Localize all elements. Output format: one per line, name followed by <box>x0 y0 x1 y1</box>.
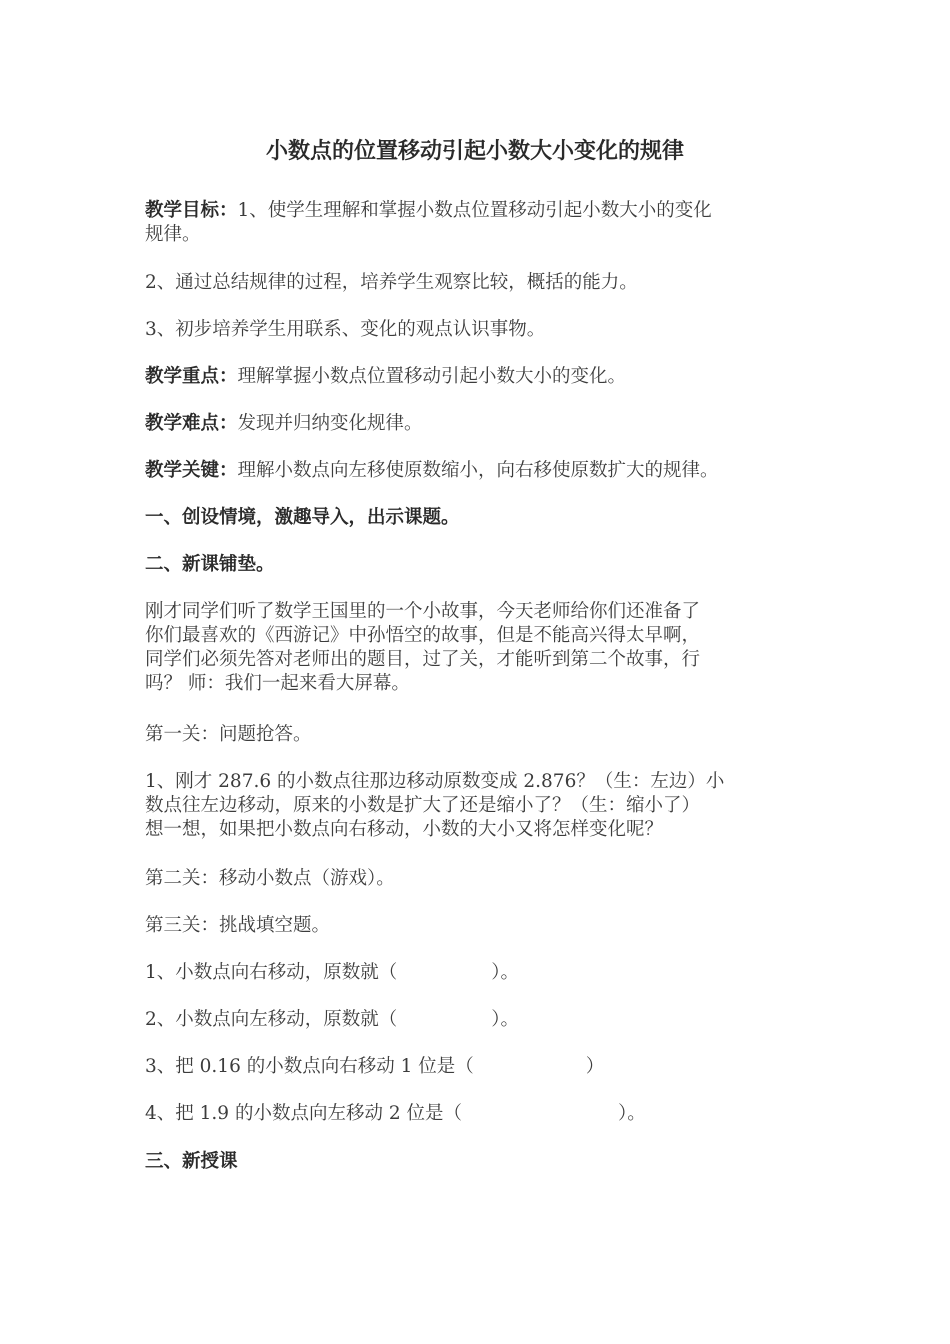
level-1-heading: 第一关：问题抢答。 <box>145 724 312 745</box>
objective-3: 3、初步培养学生用联系、变化的观点认识事物。 <box>145 319 546 340</box>
difficulty-paragraph <box>145 412 805 436</box>
objective-2: 2、通过总结规律的过程，培养学生观察比较，概括的能力。 <box>145 272 638 293</box>
fill-blank-item <box>145 961 805 985</box>
section-heading-3: 三、新授课 <box>145 1151 238 1172</box>
key-point-label: 教学重点： <box>145 366 238 387</box>
fill-blank-close: ） <box>585 1056 605 1077</box>
question-line: 想一想，如果把小数点向右移动，小数的大小又将怎样变化呢？ <box>145 819 664 840</box>
question-line: 1、刚才 287.6 的小数点往那边移动原数变成 2.876？（生：左边）小 <box>145 771 725 792</box>
question-1-paragraph <box>145 770 805 842</box>
level-2-heading: 第二关：移动小数点（游戏）。 <box>145 868 395 889</box>
crux-label: 教学关键： <box>145 460 238 481</box>
objective-line-1 <box>145 199 805 223</box>
fill-blank-item <box>145 1008 805 1032</box>
key-point-text: 理解掌握小数点位置移动引起小数大小的变化。 <box>237 366 627 387</box>
question-line: 数点往左边移动，原来的小数是扩大了还是缩小了？（生：缩小了） <box>145 795 701 816</box>
key-point-paragraph <box>145 365 805 389</box>
section-heading-1: 一、创设情境，激趣导入，出示课题。 <box>145 507 460 528</box>
fill-blank-item <box>145 1055 805 1079</box>
objective-label: 教学目标： <box>145 200 238 221</box>
objective-paragraph <box>145 199 805 247</box>
objective-text-2: 规律。 <box>145 224 201 245</box>
story-paragraph <box>145 600 805 696</box>
document-title: 小数点的位置移动引起小数大小变化的规律 <box>265 138 684 164</box>
difficulty-text: 发现并归纳变化规律。 <box>237 413 423 434</box>
crux-text: 理解小数点向左移使原数缩小，向右移使原数扩大的规律。 <box>237 460 719 481</box>
fill-blank-close: ）。 <box>491 1009 520 1030</box>
fill-blank-prompt: 1、小数点向右移动，原数就（ <box>145 962 398 983</box>
objective-text-1: 1、使学生理解和掌握小数点位置移动引起小数大小的变化 <box>237 200 712 221</box>
story-line: 刚才同学们听了数学王国里的一个小故事，今天老师给你们还准备了 <box>145 601 701 622</box>
story-line: 你们最喜欢的《西游记》中孙悟空的故事，但是不能高兴得太早啊， <box>145 625 701 646</box>
level-3-heading: 第三关：挑战填空题。 <box>145 915 331 936</box>
difficulty-label: 教学难点： <box>145 413 238 434</box>
fill-blank-item <box>145 1102 805 1126</box>
crux-paragraph <box>145 459 805 483</box>
fill-blank-prompt: 3、把 0.16 的小数点向右移动 1 位是（ <box>145 1056 474 1077</box>
section-heading-2: 二、新课铺垫。 <box>145 554 275 575</box>
fill-blank-close: ）。 <box>491 962 520 983</box>
fill-blank-prompt: 2、小数点向左移动，原数就（ <box>145 1009 398 1030</box>
fill-blank-close: ）。 <box>618 1103 646 1124</box>
fill-blank-prompt: 4、把 1.9 的小数点向左移动 2 位是（ <box>145 1103 462 1124</box>
story-line: 同学们必须先答对老师出的题目，过了关，才能听到第二个故事，行 <box>145 649 701 670</box>
story-line: 吗？ 师：我们一起来看大屏幕。 <box>145 673 410 694</box>
